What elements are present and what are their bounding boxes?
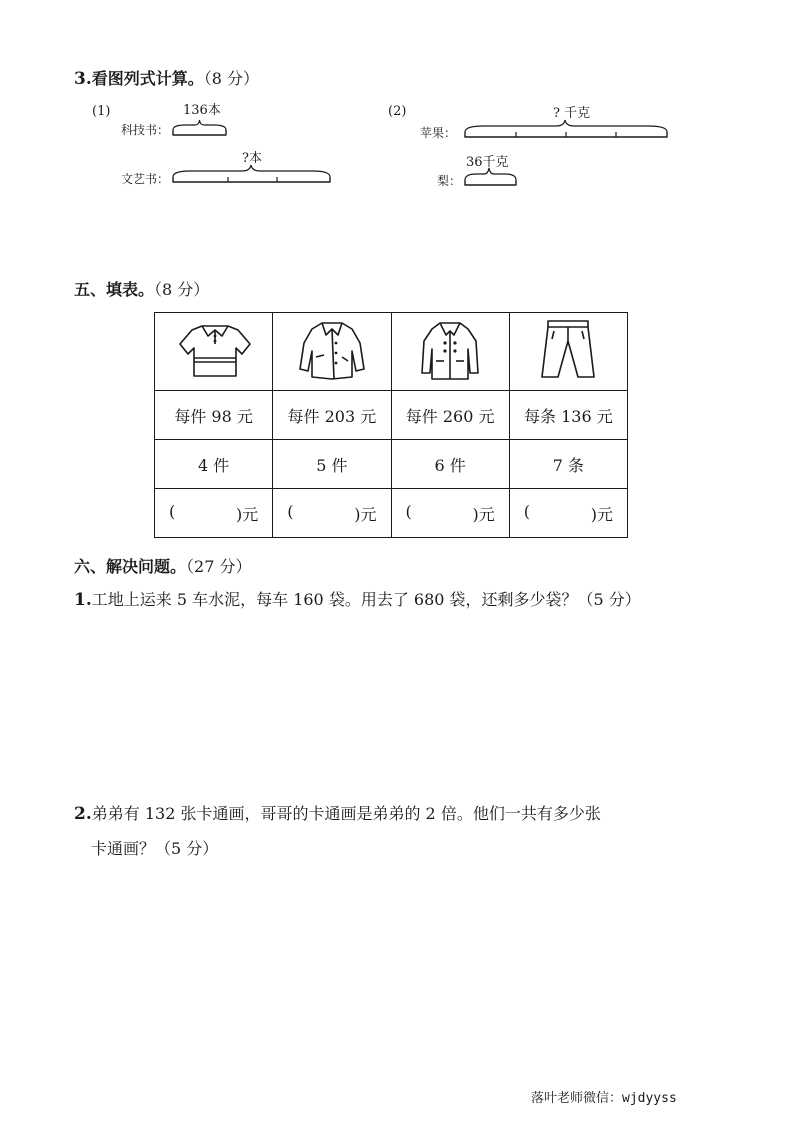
answer-close: )元 bbox=[472, 504, 495, 524]
question-1-number: 1. bbox=[74, 590, 92, 610]
q3-part1-bar2-label: 文艺书： bbox=[121, 172, 170, 186]
section6-title-text: 六、解决问题。 bbox=[74, 557, 187, 576]
polo-shirt-icon bbox=[174, 318, 254, 382]
q3-points: （8 分） bbox=[203, 69, 260, 88]
table-cell bbox=[273, 313, 391, 391]
q3-part1-label: (1) bbox=[92, 104, 111, 119]
qty-cell: 7 条 bbox=[509, 440, 627, 489]
table-cell bbox=[155, 313, 273, 391]
answer-cell[interactable] bbox=[509, 489, 627, 538]
answer-close: )元 bbox=[590, 504, 613, 524]
section6-title bbox=[74, 554, 251, 577]
answer-cell[interactable] bbox=[391, 489, 509, 538]
table-cell bbox=[391, 313, 509, 391]
q3-part1-bar1-value: 136本 bbox=[183, 103, 221, 118]
answer-open: ( bbox=[169, 501, 176, 521]
footer-text: 落叶老师微信：wjdyyss bbox=[531, 1091, 677, 1106]
q3-part2-bar2-label: 梨： bbox=[437, 174, 462, 188]
q3-part2-bar2-value: 36千克 bbox=[466, 155, 509, 170]
table-cell bbox=[509, 313, 627, 391]
q3-part1-bar2-value: ?本 bbox=[242, 151, 262, 166]
table-answer-row bbox=[155, 489, 628, 538]
answer-open: ( bbox=[523, 501, 530, 521]
section5-title-text: 五、填表。 bbox=[74, 280, 155, 299]
q3-title-text: 看图列式计算。 bbox=[91, 69, 204, 88]
q3-part2-bar1-value: ? 千克 bbox=[553, 106, 591, 121]
q3-part1-bar1-label: 科技书： bbox=[121, 123, 170, 137]
question-2 bbox=[74, 806, 601, 823]
price-cell: 每件 203 元 bbox=[273, 391, 391, 440]
q3-number: 3. bbox=[74, 69, 92, 89]
qty-cell: 6 件 bbox=[391, 440, 509, 489]
answer-open: ( bbox=[405, 501, 412, 521]
price-table bbox=[154, 312, 628, 538]
q3-part2-bar2 bbox=[462, 166, 522, 188]
q3-part1-bar1 bbox=[170, 118, 230, 138]
table-price-row bbox=[155, 391, 628, 440]
q3-part2-bar1-label: 苹果： bbox=[420, 126, 457, 140]
table-image-row bbox=[155, 313, 628, 391]
answer-open: ( bbox=[287, 501, 294, 521]
table-qty-row bbox=[155, 440, 628, 489]
section5-points: （8 分） bbox=[154, 280, 210, 299]
q3-title bbox=[74, 66, 259, 89]
answer-cell[interactable] bbox=[155, 489, 273, 538]
section5-title bbox=[74, 277, 209, 300]
price-cell: 每条 136 元 bbox=[509, 391, 627, 440]
jacket-icon bbox=[292, 317, 372, 383]
pants-icon bbox=[528, 317, 608, 383]
qty-cell: 4 件 bbox=[155, 440, 273, 489]
question-2-number: 2. bbox=[74, 804, 92, 824]
section6-points: （27 分） bbox=[186, 557, 252, 576]
question-1 bbox=[74, 592, 641, 609]
answer-close: )元 bbox=[354, 504, 377, 524]
qty-cell: 5 件 bbox=[273, 440, 391, 489]
price-cell: 每件 98 元 bbox=[155, 391, 273, 440]
price-cell: 每件 260 元 bbox=[391, 391, 509, 440]
question-2-line2: 卡通画？（5 分） bbox=[91, 839, 219, 858]
answer-close: )元 bbox=[236, 504, 259, 524]
answer-cell[interactable] bbox=[273, 489, 391, 538]
q3-part2-label: (2) bbox=[388, 104, 407, 119]
question-1-text: 工地上运来 5 车水泥，每车 160 袋。用去了 680 袋，还剩多少袋？（5 分） bbox=[91, 590, 641, 609]
coat-icon bbox=[410, 317, 490, 383]
q3-part2-bar1 bbox=[462, 118, 672, 140]
q3-part1-bar2 bbox=[170, 163, 335, 185]
question-2-line1: 弟弟有 132 张卡通画，哥哥的卡通画是弟弟的 2 倍。他们一共有多少张 bbox=[91, 804, 601, 823]
